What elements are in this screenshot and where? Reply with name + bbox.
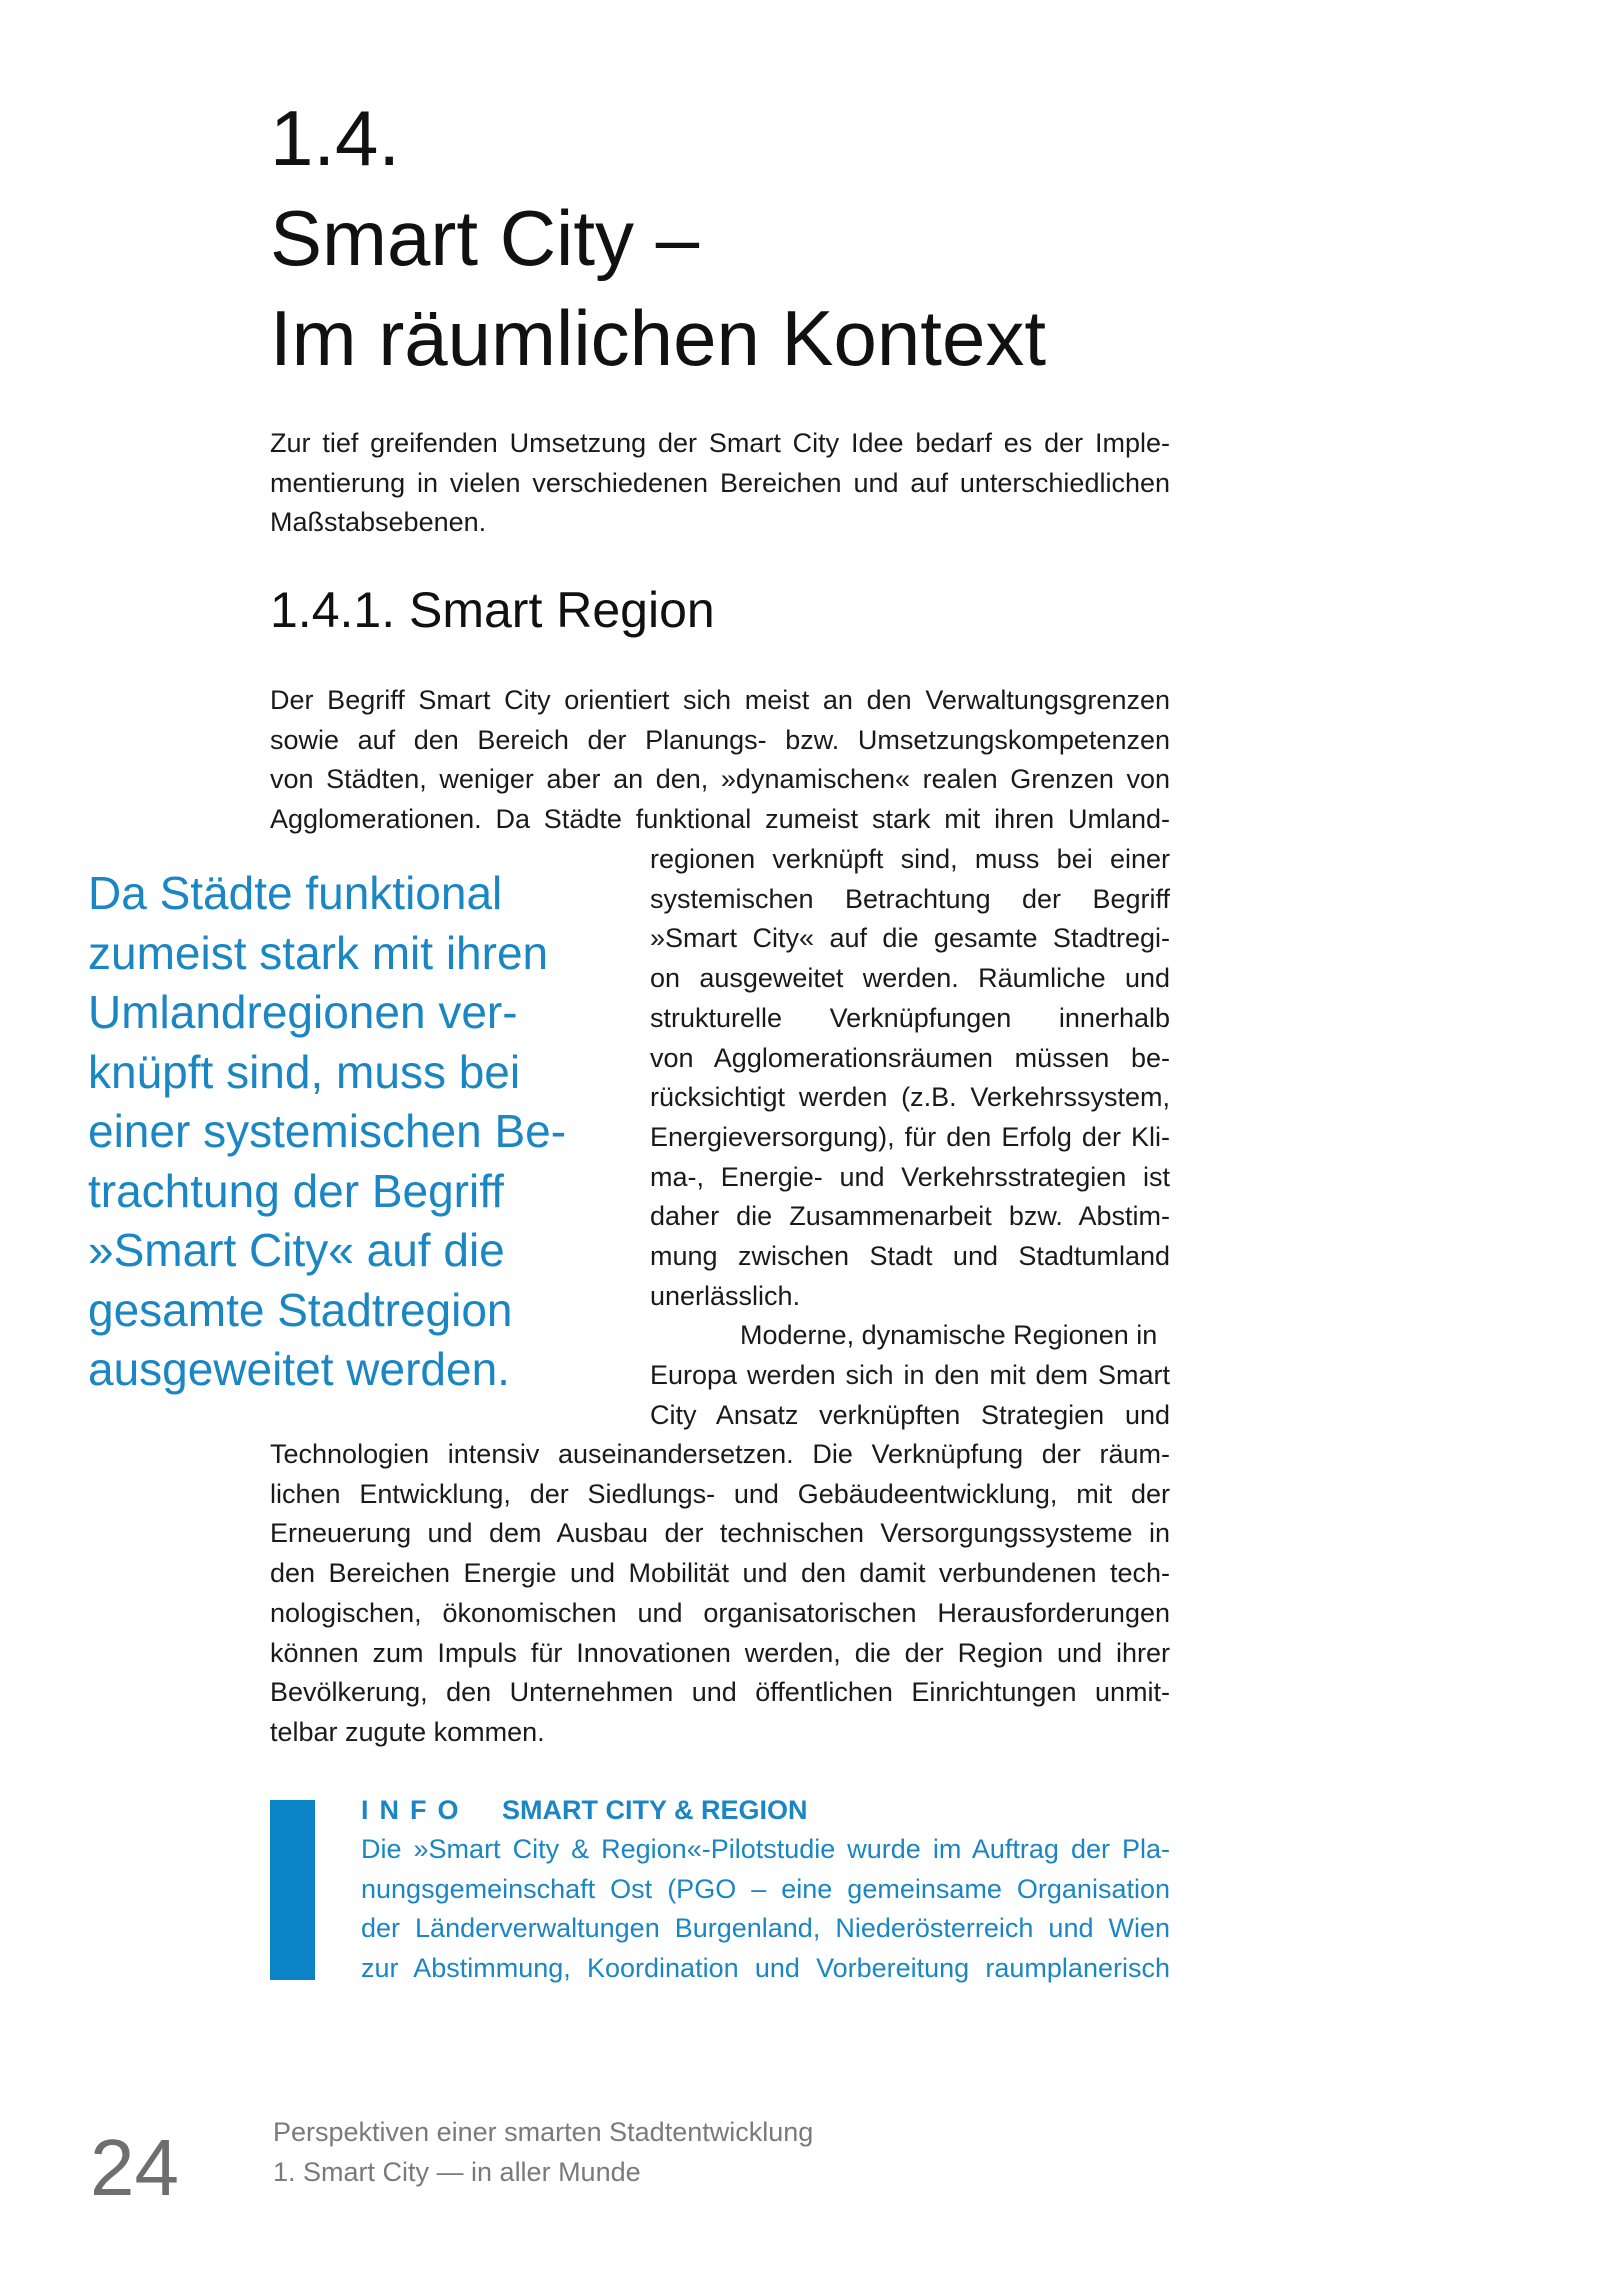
pull-quote-line: trachtung der Begriff	[88, 1164, 504, 1217]
chapter-heading	[270, 88, 1270, 388]
body-line: den Bereichen Energie und Mobilität und den damit verbundenen tech-	[270, 1558, 1170, 1589]
body-line: telbar zugute kommen.	[270, 1716, 545, 1747]
info-line: der Länderverwaltungen Burgenland, Niederösterreich und Wien	[361, 1913, 1170, 1944]
body-column-paragraph	[650, 840, 1170, 1436]
body-line: unerlässlich.	[650, 1280, 801, 1311]
pull-quote-line: Umlandregionen ver-	[88, 986, 518, 1038]
intro-line: mentierung in vielen verschiedenen Bereichen und auf unterschiedlichen	[270, 467, 1170, 498]
intro-paragraph	[270, 424, 1170, 543]
body-line: nologischen, ökonomischen und organisatorischen Herausforderungen	[270, 1597, 1170, 1628]
pull-quote-line: »Smart City« auf die	[88, 1224, 505, 1276]
pull-quote-line: einer systemischen Be-	[88, 1105, 567, 1157]
body-line: Technologien intensiv auseinandersetzen. Die Verknüpfung der räum-	[270, 1439, 1170, 1469]
info-accent-bar	[270, 1800, 315, 1980]
body-line: systemischen Betrachtung der Begriff	[650, 883, 1170, 914]
body-line: lichen Entwicklung, der Siedlungs- und Gebäudeentwicklung, mit der	[270, 1478, 1170, 1509]
body-line: mung zwischen Stadt und Stadtumland	[650, 1241, 1170, 1272]
body-line: »Smart City« auf die gesamte Stadtregi-	[650, 923, 1170, 954]
body-line: Agglomerationen. Da Städte funktional zumeist stark mit ihren Umland-	[270, 804, 1170, 835]
body-line: rücksichtigt werden (z.B. Verkehrssystem,	[650, 1082, 1170, 1113]
body-line: Europa werden sich in den mit dem Smart	[650, 1360, 1170, 1391]
body-line: daher die Zusammenarbeit bzw. Abstim-	[650, 1201, 1170, 1232]
body-line: können zum Impuls für Innovationen werden, die der Region und ihrer	[270, 1637, 1170, 1668]
footer-publication-title: Perspektiven einer smarten Stadtentwicklung	[273, 2117, 814, 2147]
body-line: strukturelle Verknüpfungen innerhalb	[650, 1002, 1170, 1033]
info-text	[361, 1830, 1170, 1989]
body-bottom-paragraph	[270, 1435, 1170, 1753]
pull-quote-line: gesamte Stadtregion	[88, 1283, 513, 1336]
body-line: von Städten, weniger aber an den, »dynamischen« realen Grenzen von	[270, 764, 1170, 795]
body-line: City Ansatz verknüpften Strategien und	[650, 1399, 1170, 1430]
pull-quote-line: knüpft sind, muss bei	[88, 1045, 521, 1098]
body-line: Erneuerung und dem Ausbau der technischen Versorgungssysteme in	[270, 1518, 1170, 1549]
body-line: ma-, Energie- und Verkehrsstrategien ist	[650, 1161, 1170, 1192]
pull-quote-line: zumeist stark mit ihren	[88, 926, 549, 979]
intro-line: Maßstabsebenen.	[270, 507, 487, 538]
body-line: von Agglomerationsräumen müssen be-	[650, 1042, 1170, 1073]
info-label: INFO	[361, 1795, 470, 1825]
pull-quote-line: Da Städte funktional	[88, 867, 503, 919]
info-title: SMART CITY & REGION	[502, 1795, 808, 1825]
intro-line: Zur tief greifenden Umsetzung der Smart City Idee bedarf es der Imple-	[270, 428, 1170, 458]
chapter-number: 1.4.	[270, 94, 401, 182]
info-line: Die »Smart City & Region«-Pilotstudie wurde im Auftrag der Pla-	[361, 1834, 1170, 1864]
chapter-title-line-2: Im räumlichen Kontext	[270, 294, 1047, 382]
info-line: nungsgemeinschaft Ost (PGO – eine gemeinsame Organisation	[361, 1873, 1170, 1904]
body-line: sowie auf den Bereich der Planungs- bzw. Umsetzungskompetenzen	[270, 724, 1170, 755]
body-top-paragraph	[270, 681, 1170, 840]
pull-quote-line: ausgeweitet werden.	[88, 1343, 510, 1395]
footer-chapter-title: 1. Smart City — in aller Munde	[273, 2157, 641, 2187]
body-line: regionen verknüpft sind, muss bei einer	[650, 844, 1170, 874]
page-number: 24	[90, 2123, 179, 2212]
body-line: Energieversorgung), für den Erfolg der Kli-	[650, 1121, 1170, 1152]
body-line: on ausgeweitet werden. Räumliche und	[650, 963, 1170, 994]
body-line: Der Begriff Smart City orientiert sich meist an den Verwaltungsgrenzen	[270, 685, 1170, 715]
body-line: Moderne, dynamische Regionen in	[740, 1320, 1158, 1351]
chapter-title-line-1: Smart City –	[270, 194, 700, 282]
body-line: Bevölkerung, den Unternehmen und öffentlichen Einrichtungen unmit-	[270, 1677, 1170, 1708]
pull-quote	[88, 864, 628, 1400]
info-line: zur Abstimmung, Koordination und Vorbereitung raumplanerisch	[361, 1953, 1170, 1984]
section-heading: 1.4.1. Smart Region	[270, 582, 715, 638]
